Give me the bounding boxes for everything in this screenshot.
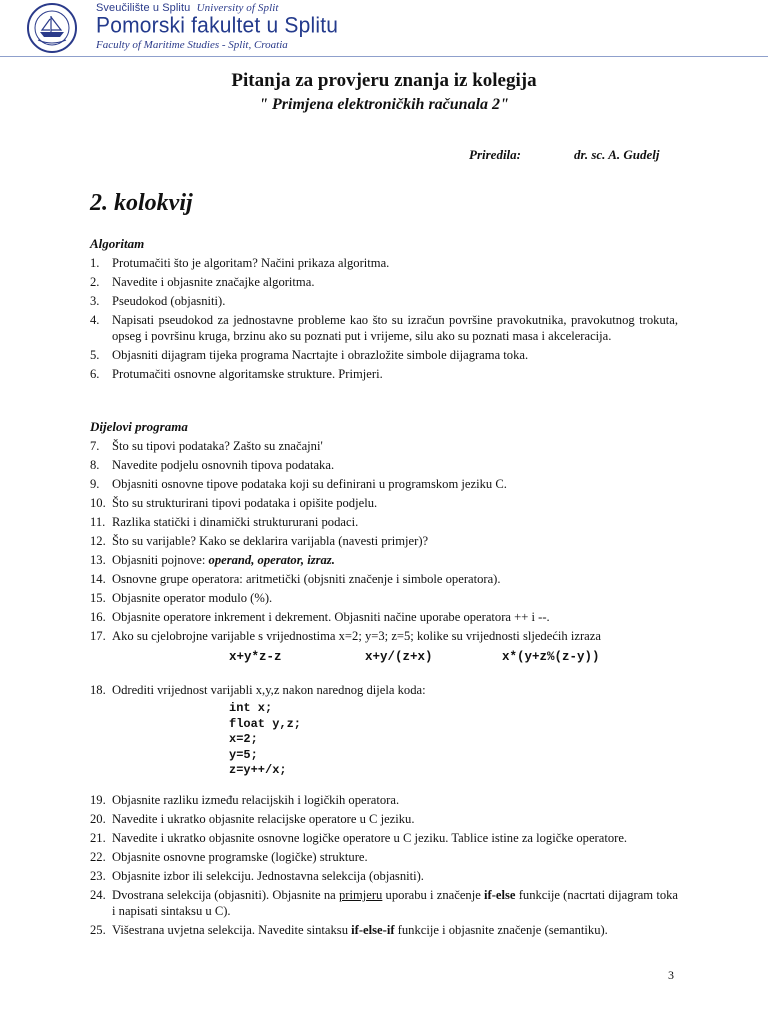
list-item: 4. Napisati pseudokod za jednostavne probleme kao što su izračun površine pravokutnika, pravokutnog trokuta, opseg i površinu kruga, brzinu ako su poznati put i vrijeme, silu ako su poznati masa i akceleracija. — [90, 313, 678, 343]
list-item: 2. Navedite i objasnite značajke algoritma. — [90, 275, 315, 289]
expression-1: x+y*z-z — [229, 650, 282, 664]
list-item: 20. Navedite i ukratko objasnite relacijske operatore u C jeziku. — [90, 812, 415, 826]
code-snippet — [229, 701, 301, 779]
page-number: 3 — [668, 968, 674, 982]
list-item: 17. Ako su cjelobrojne varijable s vrijednostima x=2; y=3; z=5; kolike su vrijednosti sljedećih izraza — [90, 629, 601, 643]
question-list-rest — [90, 792, 678, 941]
list-item: 11. Razlika statički i dinamički struktururani podaci. — [90, 515, 359, 529]
list-item: 21. Navedite i ukratko objasnite osnovne logičke operatore u C jeziku. Tablice istine za logičke operatore. — [90, 831, 628, 845]
subsection-heading-dijelovi: Dijelovi programa — [90, 419, 188, 434]
list-item: 15. Objasnite operator modulo (%). — [90, 591, 273, 605]
code-line: z=y++/x; — [229, 763, 287, 777]
document-title: Pitanja za provjeru znanja iz kolegija — [231, 70, 537, 91]
list-item: 13. Objasniti pojnove: operand, operator, izraz. — [90, 553, 335, 567]
document-subtitle: " Primjena elektroničkih računala 2" — [259, 96, 509, 113]
list-item: 23. Objasnite izbor ili selekciju. Jednostavna selekcija (objasniti). — [90, 869, 424, 883]
expression-2: x+y/(z+x) — [365, 650, 433, 664]
section-heading: 2. kolokvij — [90, 190, 193, 216]
faculty-name-en: Faculty of Maritime Studies - Split, Croatia — [96, 39, 288, 51]
code-line: float y,z; — [229, 716, 302, 731]
code-line: x=2; — [229, 732, 258, 746]
list-item: 18. Odrediti vrijednost varijabli x,y,z nakon narednog dijela koda: — [90, 683, 426, 697]
list-item: 16. Objasnite operatore inkrement i dekrement. Objasniti načine uporabe operatora ++ i --. — [90, 610, 550, 624]
list-item: 24. Dvostrana selekcija (objasniti). Objasnite na primjeru uporabu i značenje if-else funkcije (nacrtati dijagram toka i napisati sintaksu u C). — [90, 888, 679, 918]
list-item: 3. Pseudokod (objasniti). — [90, 294, 226, 308]
code-line: y=5; — [229, 747, 258, 762]
list-item: 12. Što su varijable? Kako se deklarira varijabla (navesti primjer)? — [90, 534, 429, 548]
expression-3: x*(y+z%(z-y)) — [502, 650, 600, 664]
list-item: 6. Protumačiti osnovne algoritamske strukture. Primjeri. — [90, 367, 383, 381]
list-item: 9. Objasniti osnovne tipove podataka koji su definirani u programskom jeziku C. — [90, 477, 507, 491]
list-item: 8. Navedite podjelu osnovnih tipova podataka. — [90, 458, 335, 472]
author-label: Priredila: — [469, 147, 521, 162]
question-list-algoritam — [90, 255, 678, 385]
header-divider — [0, 56, 768, 57]
question-list-dijelovi — [90, 438, 678, 647]
list-item: 19. Objasnite razliku između relacijskih i logičkih operatora. — [90, 793, 400, 807]
list-item: 5. Objasniti dijagram tijeka programa Nacrtajte i obrazložite simbole dijagrama toka. — [90, 348, 529, 362]
question-list-q18 — [90, 682, 678, 701]
list-item: 7. Što su tipovi podataka? Zašto su značajni' — [90, 439, 323, 453]
university-name: Sveučilište u Splitu University of Split — [96, 2, 279, 14]
list-item: 1. Protumačiti što je algoritam? Načini prikaza algoritma. — [90, 256, 390, 270]
list-item: 14. Osnovne grupe operatora: aritmetički (objsniti značenje i simbole operatora). — [90, 572, 501, 586]
subsection-heading-algoritam: Algoritam — [90, 236, 145, 251]
list-item: 22. Objasnite osnovne programske (logičke) strukture. — [90, 850, 368, 864]
list-item: 10. Što su strukturirani tipovi podataka i opišite podjelu. — [90, 496, 378, 510]
list-item: 25. Višestrana uvjetna selekcija. Navedite sintaksu if-else-if funkcije i objasnite značenje (semantiku). — [90, 923, 608, 937]
university-seal-icon — [26, 2, 78, 54]
author-name: dr. sc. A. Gudelj — [574, 147, 660, 162]
page-header — [0, 0, 768, 58]
code-line: int x; — [229, 701, 273, 715]
faculty-name: Pomorski fakultet u Splitu — [96, 13, 339, 38]
